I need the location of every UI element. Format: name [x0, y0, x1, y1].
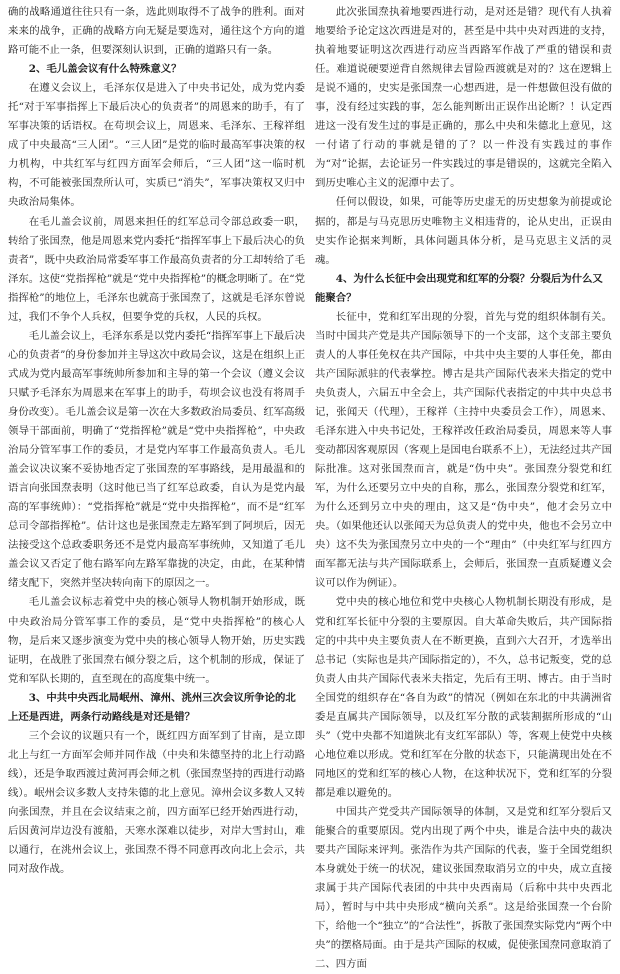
- paragraph: 此次张国焘执着地要西进行动，是对还是错？现代有人执着地要给予论定这次西进是对的，甚至是中共中央对西进的支持，执着地要证明这次西进行动应当西路军作战了严重的错误和责任。难道说硬要逆背自然规律去冒险西渡就是对的？这在逻辑上是说不通的，史实是张国焘一心想西进，是一件想做但没有做的事，没有经过实践的事，怎么能判断出正误作出论断？！认定西进这一没有发生过的事是正确的，那么中央和朱德北上意见，这一付诸了行动的事就是错的了？以一件没有实践过的事作为“对”论据，去论证另一件实践过的事是错误的，这就完全陷入到历史唯心主义的泥潭中去了。: [315, 6, 612, 190]
- right-column: [315, 3, 612, 971]
- section-heading: 4、为什么长征中会出现党和红军的分裂？分裂后为什么又能聚合？: [315, 272, 603, 304]
- paragraph: 在遵义会议上，毛泽东仅是进入了中央书记处，成为党内委托“对于军事指挥上下最后决心的负责者”的周恩来的助手，有了军事决策的话语权。在苟坝会议上，周恩来、毛泽东、王稼祥组成了中央最高“三人团”。“三人团”是党的临时最高军事决策的权力机构，中共红军与红四方面军会师后，“三人团”这一临时机构，不可能被张国焘所认可，实质已“消失”，军事决策权又归中央政治局集体。: [8, 82, 305, 209]
- section-heading: 2、毛儿盖会议有什么特殊意义？: [28, 63, 182, 76]
- paragraph: 党中央的核心地位和党中央核心人物机制长期没有形成，是党和红军长征中分裂的主要原因。自大革命失败后，共产国际指定的中共中央主要负责人在不断更换，直到六大召开，才选举出总书记（实际也是共产国际指定的），不久，总书记叛变，党的总负责人由共产国际代表米夫指定，先后有王明、博古。由于当时全国党的组织存在“各自为政”的情况（例如在东北的中共满洲省委是直属共产国际领导，以及红军分散的武装割据所形成的“山头”（党中央都不知道陕北有支红军部队）等，客观上使党中央核心地位难以形成。党和红军在分散的状态下，只能满现出处在不同地区的党和红军的核心人物，在这种状况下，党和红军的分裂都是难以避免的。: [315, 596, 612, 799]
- paragraph: 确的战略通道往往只有一条，选此则取得不了战争的胜利。面对来来的战争，正确的战略方向无疑是要选对，通往这个方向的道路可能不止一条，但要深刻认识到，正确的道路只有一条。: [8, 6, 305, 57]
- paragraph: 在毛儿盖会议前，周恩来担任的红军总司令部总政委一职，转给了张国焘，他是周恩来党内委托“指挥军事上下最后决心的负责者”，既中央政治局常委军事工作最高负责者的分工却转给了毛泽东。这使“党指挥枪”就是“党中央指挥枪”的概念明晰了。在“党指挥枪”的地位上，毛泽东也就高于张国焘了，这就是毛泽东曾说过，我们不争个人兵权，但要争党的兵权，人民的兵权。: [8, 215, 305, 323]
- paragraph: 长征中，党和红军出现的分裂，首先与党的组织体制有关。当时中国共产党是共产国际领导下的一个支部，这个支部主要负责人的人事任免权在共产国际，中共中央主要的人事任免，都由共产国际派驻的代表掌控。博古是共产国际代表米夫指定的党中央负责人，六届五中全会上，共产国际代表指定的中共中央总书记，张闻天（代理），王稼祥（主持中央委员会工作），周恩来、毛泽东进入中央书记处，王稼祥改任政治局委员，周恩来等人事变动都因客观原因（客观上是国电台联系不上），无法经过共产国际批准。这对张国焘而言，就是“伪中央”。张国焘分裂党和红军，为什么还要另立中央的自称，那么，张国焘分裂党和红军，为什么还到另立中央的理由，这又是“伪中央”，他才会另立中央。（如果他还认以张闻天为总负责人的党中央，他也不会另立中央）这不失为张国焘另立中央的一个“理由”（中央红军与红四方面军都无法与共产国际联系上，会师后，张国焘一直质疑遵义会议可以作为例证）。: [315, 310, 612, 590]
- paragraph: 中国共产党受共产国际领导的体制，又是党和红军分裂后又能聚合的重要原因。党内出现了两个中央，谁是合法中央的裁决要共产国际来评判。张浩作为共产国际的代表，鉴于全国党组织本身就处于统一的状况，建议张国焘取消另立的中央，成立直接隶属于共产国际代表团的中共中央西南局（后称中共中央西北局），暂时与中共中央形成“横向关系”。这是给张国焘一个台阶下，给他一个“独立”的“合法性”，拆散了张国焘实际党内“两个中央”的摆格局面。由于是共产国际的权威，促使张国焘同意取消了二、四方面: [315, 805, 612, 971]
- paragraph: 毛儿盖会议上，毛泽东系是以党内委托“指挥军事上下最后决心的负责者”的身份参加并主导这次中政局会议，这是在组织上正式成为党内最高军事统帅所参加和主导的第一个会议（遵义会议只赋予毛泽东为周恩来在军事上的助手，苟坝会议也没有将周手身份改变）。毛儿盖会议是第一次在大多数政治局委员、红军高级领导干部面前，明确了“党指挥枪”就是“党中央指挥枪”，中央政治局分管军事工作的委员，才是党内军事工作最高负责人。毛儿盖会议决议案不妥协地否定了张国焘的军事路线，是用最温和的语言向张国焘表明（这时他已当了红军总政委，自认为是党内最高的军事统帅）：“党指挥枪”就是“党中央指挥枪”，而不是“红军总司令部指挥枪”。估计这也是张国焘走左路军到了阿坝后，因无法接受这个总政委职务还不是党内最高军事统帅，又知道了毛儿盖会议又否定了他右路军向左路军靠拢的决定，由此，在某种情绪支配下，突然并坚决转向南下的原因之一。: [8, 329, 305, 590]
- paragraph: 三个会议的议题只有一个，既红四方面军到了甘南，是立即北上与红一方面军会师并同作战（中央和朱德坚持的北上行动路线），还是争取西渡过黄河再会师之机（张国焘坚持的西进行动路线）。岷州会议多数人支持朱德的北上意见。漳州会议多数人又转向张国焘，并且在会议结束之前，四方面军已经开始西进行动，后因黄河岸边没有渡船，天寒水深难以徒步，对岸大雪封山，难以通行，在洮州会议上，张国焘不得不同意再改向北上会示，共同对敌作战。: [8, 729, 305, 876]
- left-column: [8, 3, 305, 876]
- paragraph: 任何以假设，如果，可能等历史虚无的历史想象为前提或论据的，都是与马克思历史唯物主义相违背的，论从史出，正误由史实作论据来判断，具体问题具体分析，是马克思主义活的灵魂。: [315, 196, 612, 266]
- paragraph: 毛儿盖会议标志着党中央的核心领导人物机制开始形成，既中央政治局分管军事工作的委员，是“党中央指挥枪”的核心人物，是后来又逐步演变为党中央的核心领导人物开始，历史实践证明，在战胜了张国焘右倾分裂之后，这个机制的形成，保证了党和军队长期的，直至现在的高度集中统一。: [8, 596, 305, 685]
- section-heading: 3、中共中央西北局岷州、漳州、洮州三次会议所争论的北上还是西进，两条行动路线是对还是错？: [8, 691, 296, 723]
